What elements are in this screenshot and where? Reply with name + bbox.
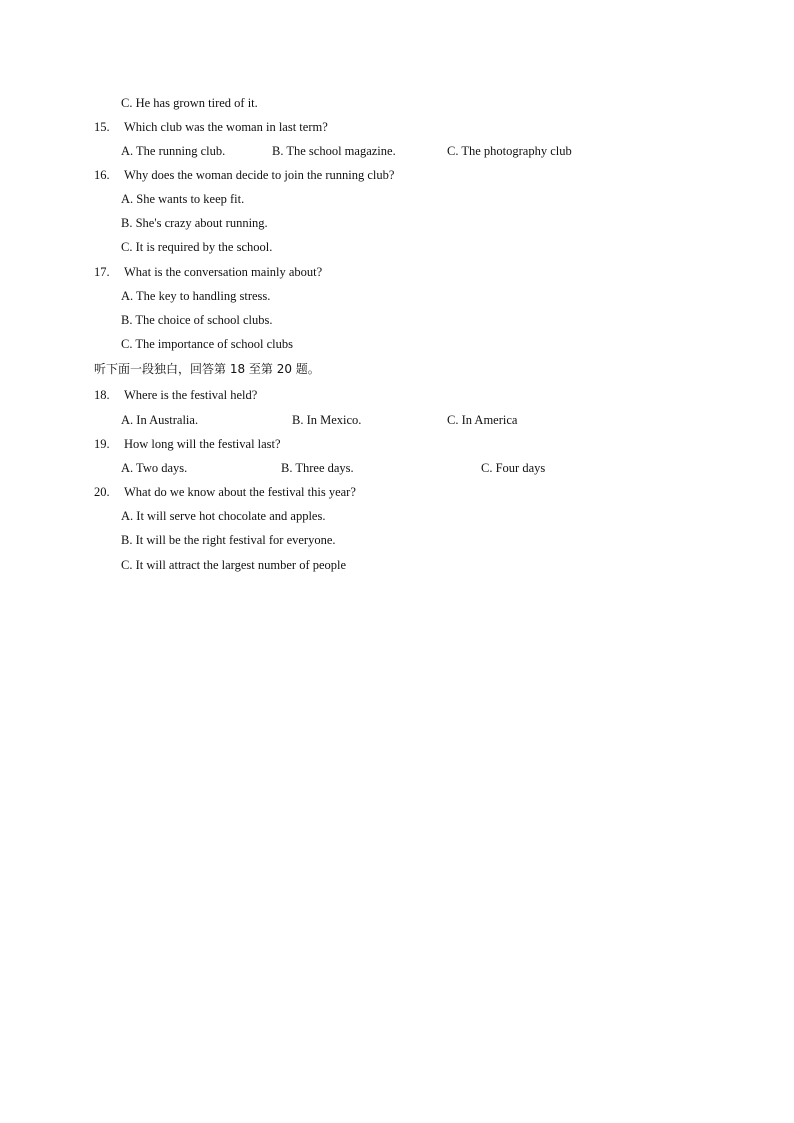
q18-question: Where is the festival held? bbox=[124, 388, 258, 402]
q20-number: 20. bbox=[94, 485, 110, 499]
q17-option-a: A. The key to handling stress. bbox=[121, 289, 271, 303]
q19-question: How long will the festival last? bbox=[124, 437, 281, 451]
q20-option-b: B. It will be the right festival for everyone. bbox=[121, 533, 336, 547]
section-instruction: 听下面一段独白，回答第 18 至第 20 题。 bbox=[94, 362, 320, 376]
q18-option-b: B. In Mexico. bbox=[292, 413, 362, 427]
q20-option-c: C. It will attract the largest number of people bbox=[121, 558, 347, 572]
q19-option-c: C. Four days bbox=[481, 461, 546, 475]
q20-question: What do we know about the festival this year? bbox=[124, 485, 356, 499]
q18-option-c: C. In America bbox=[447, 413, 518, 427]
q17-number: 17. bbox=[94, 265, 110, 279]
q20-option-a: A. It will serve hot chocolate and apples. bbox=[121, 509, 326, 523]
q14-option-c: C. He has grown tired of it. bbox=[121, 96, 258, 110]
q15-question: Which club was the woman in last term? bbox=[124, 120, 328, 134]
q15-option-b: B. The school magazine. bbox=[272, 144, 396, 158]
q16-option-c: C. It is required by the school. bbox=[121, 240, 273, 254]
q18-number: 18. bbox=[94, 388, 110, 402]
q16-option-a: A. She wants to keep fit. bbox=[121, 192, 245, 206]
q19-number: 19. bbox=[94, 437, 110, 451]
q16-number: 16. bbox=[94, 168, 110, 182]
q15-option-a: A. The running club. bbox=[121, 144, 226, 158]
q18-option-a: A. In Australia. bbox=[121, 413, 199, 427]
q17-option-c: C. The importance of school clubs bbox=[121, 337, 293, 351]
q16-question: Why does the woman decide to join the running club? bbox=[124, 168, 395, 182]
q19-option-a: A. Two days. bbox=[121, 461, 188, 475]
q19-option-b: B. Three days. bbox=[281, 461, 354, 475]
q17-question: What is the conversation mainly about? bbox=[124, 265, 323, 279]
q15-number: 15. bbox=[94, 120, 110, 134]
q16-option-b: B. She's crazy about running. bbox=[121, 216, 268, 230]
q15-option-c: C. The photography club bbox=[447, 144, 572, 158]
q17-option-b: B. The choice of school clubs. bbox=[121, 313, 273, 327]
